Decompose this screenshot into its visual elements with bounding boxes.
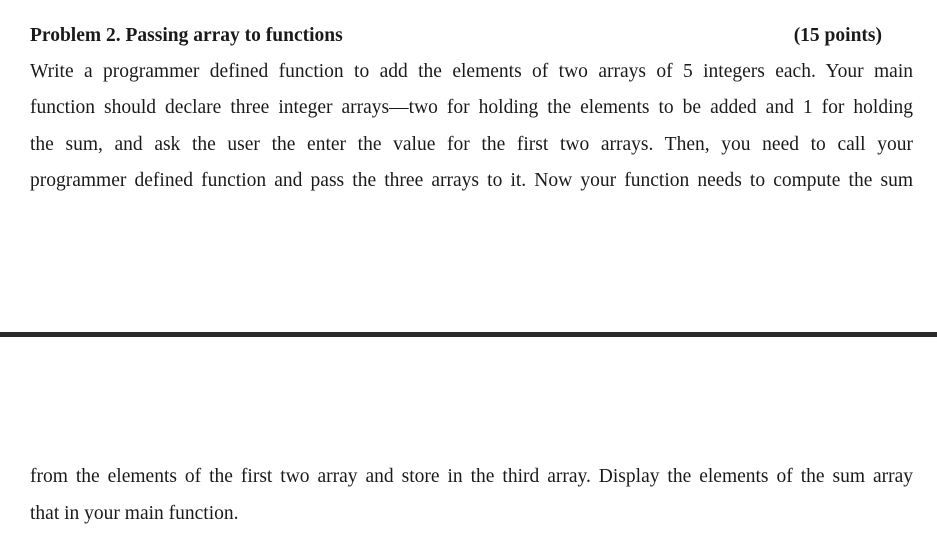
paragraph-line: Write a programmer defined function to add the elements of two arrays of 5 integers each. Your main [30,61,913,82]
paragraph-line: the sum, and ask the user the enter the value for the first two arrays. Then, you need to call your [30,134,913,155]
paragraph-line: function should declare three integer arrays—two for holding the elements to be added and 1 for holding [30,97,913,118]
page-break-divider [0,332,937,337]
problem-title: Problem 2. Passing array to functions [30,25,343,46]
problem-points: (15 points) [793,25,882,46]
paragraph-line: programmer defined function and pass the three arrays to it. Now your function needs to compute the sum [30,170,913,191]
problem-heading [30,23,882,49]
paragraph-line: that in your main function. [30,503,239,524]
paragraph-line: from the elements of the first two array and store in the third array. Display the elements of the sum array [30,466,913,487]
